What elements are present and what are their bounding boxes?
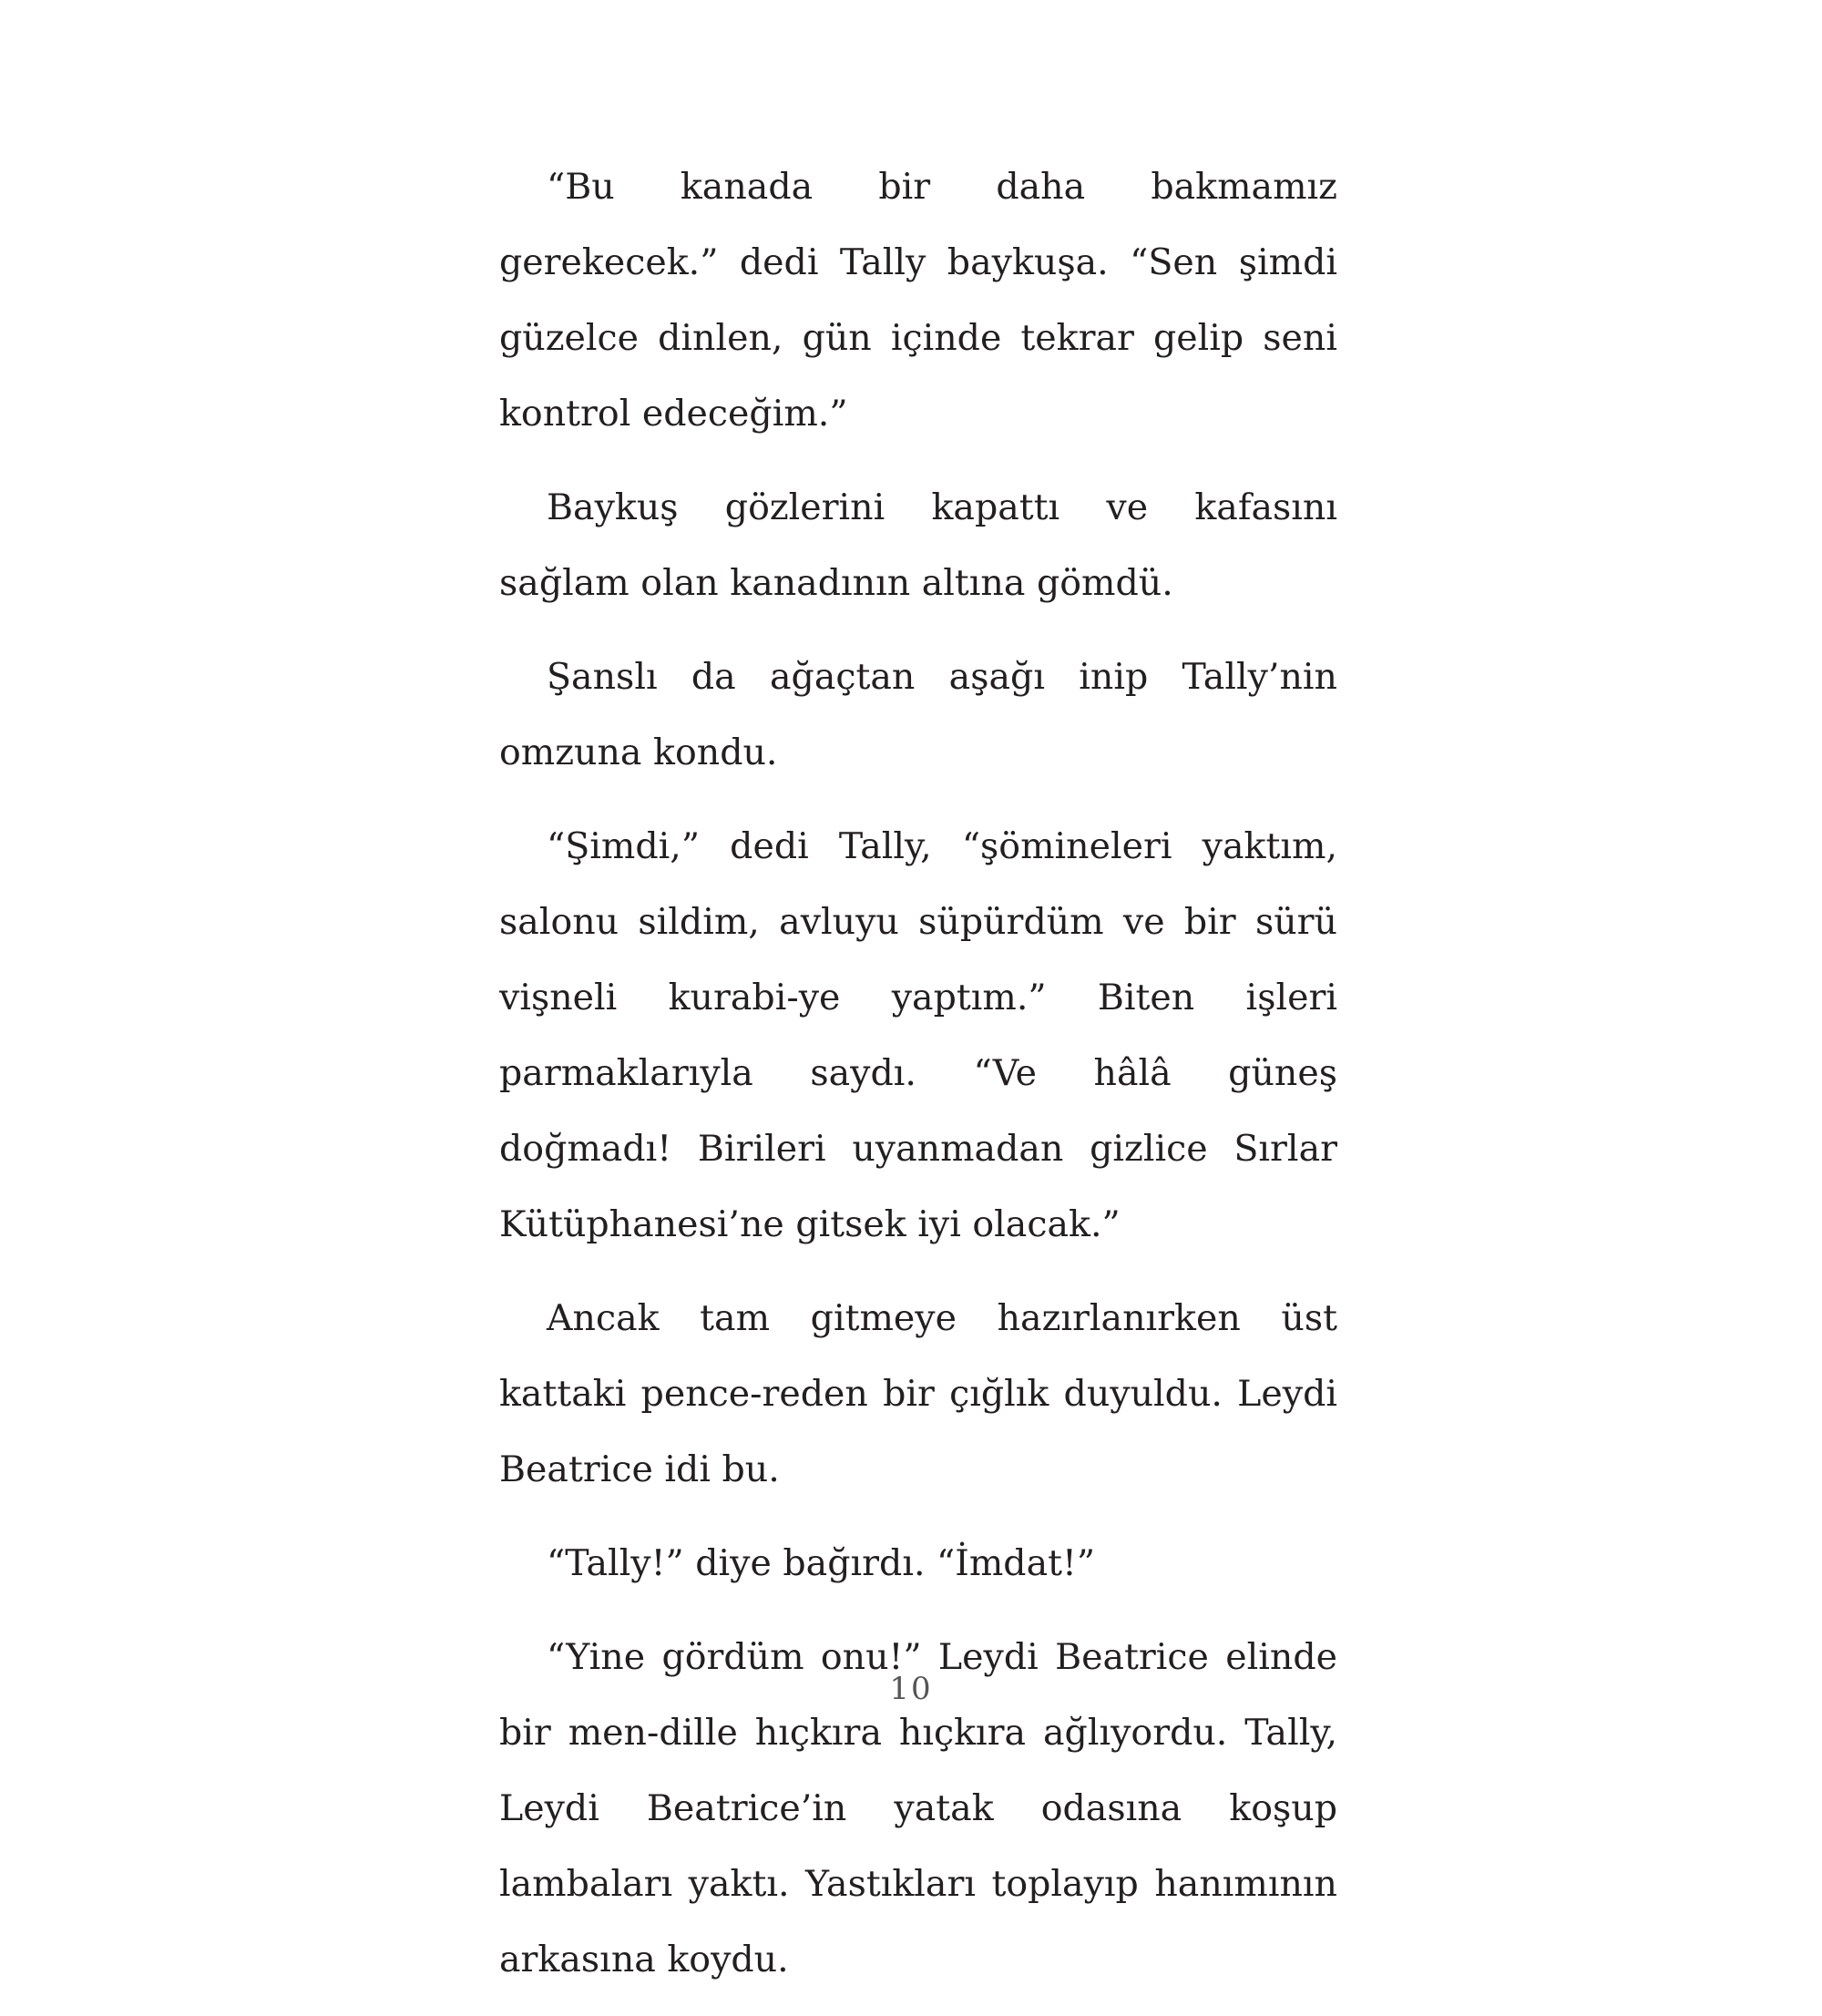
paragraph: Baykuş gözlerini kapattı ve kafasını sağlam olan kanadının altına gömdü. [499, 486, 1337, 604]
paragraph: Şanslı da ağaçtan aşağı inip Tally’nin omzuna kondu. [499, 656, 1337, 773]
paragraph: “Tally!” diye bağırdı. “İmdat!” [547, 1542, 1096, 1584]
paragraph: “Yine gördüm onu!” Leydi Beatrice elinde bir men-dille hıçkıra hıçkıra ağlıyordu. Tally, Leydi Beatrice’in yatak odasına koşup lambaları yaktı. Yastıkları toplayıp hanımının arkasına koydu. [499, 1636, 1337, 1980]
paragraph: “Bu kanada bir daha bakmamız gerekecek.” dedi Tally baykuşa. “Sen şimdi güzelce dinlen, gün içinde tekrar gelip seni kontrol edeceğim.” [499, 166, 1337, 435]
paragraph: Ancak tam gitmeye hazırlanırken üst kattaki pence-reden bir çığlık duyuldu. Leydi Beatrice idi bu. [499, 1297, 1337, 1490]
page-number: 10 [889, 1671, 933, 1707]
paragraph: “Şimdi,” dedi Tally, “şömineleri yaktım, salonu sildim, avluyu süpürdüm ve bir sürü vişneli kurabi-ye yaptım.” Biten işleri parmaklarıyla saydı. “Ve hâlâ güneş doğmadı! Birileri uyanmadan gizlice Sırlar Kütüphanesi’ne gitsek iyi olacak.” [499, 825, 1337, 1245]
body-text [499, 149, 1337, 2016]
